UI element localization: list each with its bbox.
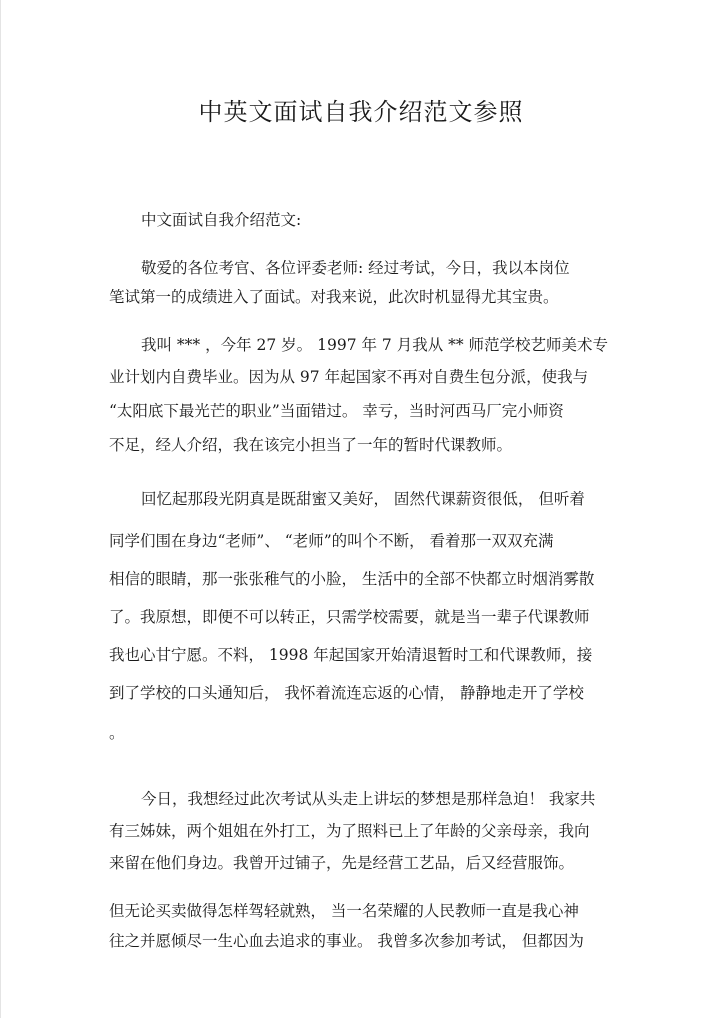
paragraph-line: 不足，经人介绍，我在该完小担当了一年的暂时代课教师。	[109, 436, 513, 454]
paragraph-line: 相信的眼睛，那一张张稚气的小脸， 生活中的全部不快都立时烟消雾散	[109, 570, 595, 588]
paragraph-line: 了。我原想，即便不可以转正，只需学校需要，就是当一辈子代课教师	[109, 608, 590, 626]
paragraph-line: 笔试第一的成绩进入了面试。对我来说，此次时机显得尤其宝贵。	[109, 288, 559, 306]
paragraph-line: 业计划内自费毕业。因为从 97 年起国家不再对自费生包分派，使我与	[109, 368, 589, 386]
paragraph-line: 有三姊妹，两个姐姐在外打工，为了照料已上了年龄的父亲母亲，我向	[109, 822, 590, 840]
paragraph-line: 今日，我想经过此次考试从头走上讲坛的梦想是那样急迫！ 我家共	[141, 790, 596, 808]
paragraph-line: 往之并愿倾尽一生心血去追求的事业。 我曾多次参加考试， 但都因为	[109, 932, 584, 950]
paragraph-line: 。	[109, 724, 125, 742]
paragraph-line: 但无论买卖做得怎样驾轻就熟， 当一名荣耀的人民教师一直是我心神	[109, 902, 579, 920]
section-heading: 中文面试自我介绍范文:	[141, 211, 302, 229]
paragraph-line: 同学们围在身边“老师”、 “老师”的叫个不断， 看着那一双双充满	[109, 532, 554, 550]
document-title: 中英文面试自我介绍范文参照	[198, 98, 524, 126]
paragraph-line: 敬爱的各位考官、各位评委老师: 经过考试，今日，我以本岗位	[141, 259, 570, 277]
paragraph-line: 回忆起那段光阴真是既甜蜜又美好， 固然代课薪资很低， 但听着	[141, 490, 585, 508]
paragraph-line: 来留在他们身边。我曾开过铺子，先是经营工艺品，后又经营服饰。	[109, 854, 575, 872]
paragraph-line: “太阳底下最光芒的职业”当面错过。 幸亏，当时河西马厂完小师资	[109, 402, 564, 420]
paragraph-line: 我也心甘宁愿。不料， 1998 年起国家开始清退暂时工和代课教师，接	[109, 646, 593, 664]
paragraph-line: 到了学校的口头通知后， 我怀着流连忘返的心情， 静静地走开了学校	[109, 684, 584, 702]
paragraph-line: 我叫 *** ，今年 27 岁。 1997 年 7 月我从 ** 师范学校艺师美术专	[141, 336, 609, 354]
